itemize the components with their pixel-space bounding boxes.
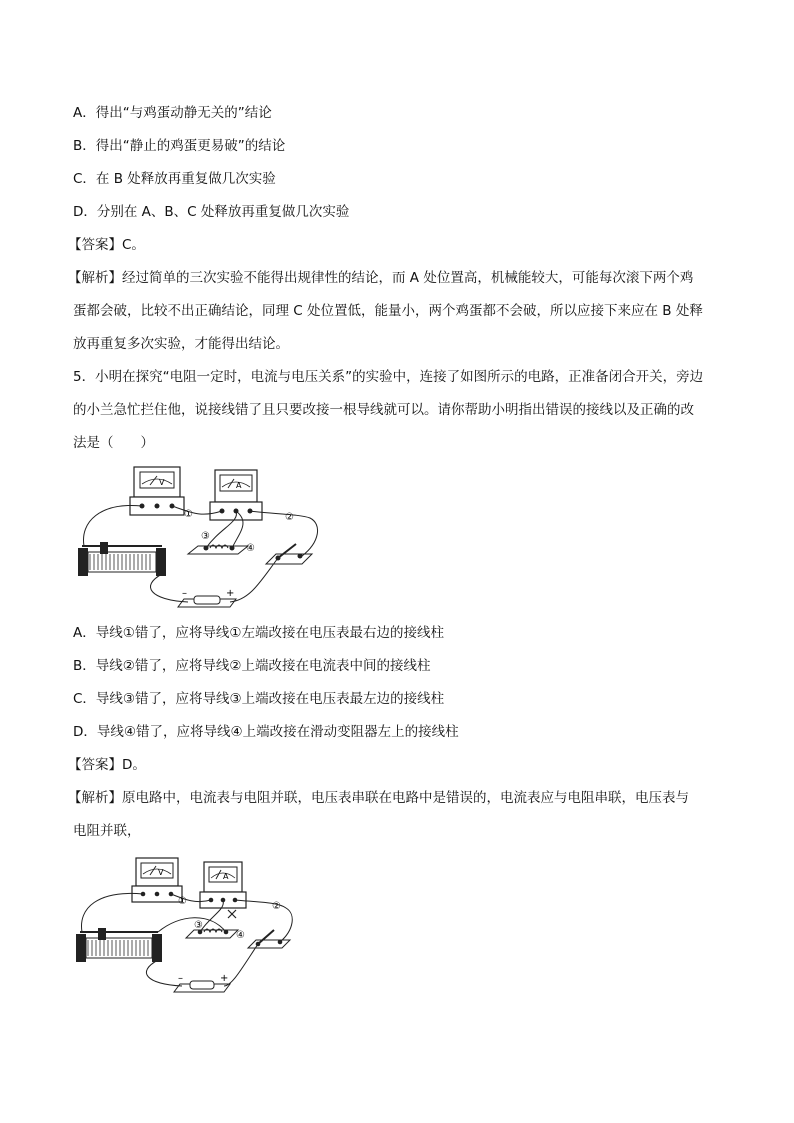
q5-stem-line-3: 法是（ ） <box>73 435 154 451</box>
q4-analysis-line-2: 蛋都会破，比较不出正确结论，同理 C 处位置低，能量小，两个鸡蛋都不会破，所以应接下来应在 B 处释 <box>73 303 703 319</box>
wire-3-label: ③ <box>201 531 210 542</box>
q4-option-b: B．得出“静止的鸡蛋更易破”的结论 <box>73 138 286 154</box>
resistor <box>188 545 248 554</box>
wire-1-label: ① <box>184 509 193 520</box>
battery <box>174 973 230 992</box>
ammeter-label: A <box>236 481 242 490</box>
voltmeter-label: V <box>159 478 165 487</box>
q4-option-c: C．在 B 处释放再重复做几次实验 <box>73 171 276 187</box>
q5-stem-line-1: 5．小明在探究“电阻一定时，电流与电压关系”的实验中，连接了如图所示的电路，正准备闭合开关，旁边 <box>73 369 704 385</box>
wire-4-label: ④ <box>246 543 255 554</box>
wrong-wire-cross-mark <box>228 910 236 918</box>
rheostat <box>78 542 166 576</box>
wire-4-label: ④ <box>236 930 245 941</box>
ammeter-label: A <box>223 872 229 881</box>
q5-stem-line-2: 的小兰急忙拦住他，说接线错了且只要改接一根导线就可以。请你帮助小明指出错误的接线以及正确的改 <box>73 402 694 418</box>
battery <box>178 588 236 607</box>
battery-plus-label: + <box>220 973 229 984</box>
rheostat <box>76 928 162 962</box>
q5-option-c: C．导线③错了，应将导线③上端改接在电压表最左边的接线柱 <box>73 691 445 707</box>
q4-option-d: D．分别在 A、B、C 处释放再重复做几次实验 <box>73 204 350 220</box>
circuit-diagram-original <box>70 462 330 610</box>
circuit-diagram-corrected <box>70 852 306 998</box>
q5-option-b: B．导线②错了，应将导线②上端改接在电流表中间的接线柱 <box>73 658 431 674</box>
q4-analysis-line-3: 放再重复多次实验，才能得出结论。 <box>73 336 289 352</box>
q5-answer: 【答案】D。 <box>68 757 146 773</box>
wire-1-label: ① <box>178 896 187 907</box>
battery-plus-label: + <box>226 588 235 599</box>
voltmeter-label: V <box>158 868 164 877</box>
wire-2-label: ② <box>285 512 294 523</box>
wire-2-label: ② <box>272 901 281 912</box>
q5-analysis-line-2: 电阻并联， <box>73 823 141 839</box>
q4-analysis-line-1: 【解析】经过简单的三次实验不能得出规律性的结论，而 A 处位置高，机械能较大，可能每次滚下两个鸡 <box>68 270 694 286</box>
q5-analysis-line-1: 【解析】原电路中，电流表与电阻并联，电压表串联在电路中是错误的，电流表应与电阻串联，电压表与 <box>68 790 689 806</box>
q5-option-a: A．导线①错了，应将导线①左端改接在电压表最右边的接线柱 <box>73 625 444 641</box>
q4-option-a: A．得出“与鸡蛋动静无关的”结论 <box>73 105 272 121</box>
battery-minus-label: – <box>182 588 187 599</box>
q5-option-d: D．导线④错了，应将导线④上端改接在滑动变阻器左上的接线柱 <box>73 724 459 740</box>
battery-minus-label: – <box>178 973 183 984</box>
wire-3-label: ③ <box>194 920 203 931</box>
q4-answer: 【答案】C。 <box>68 237 145 253</box>
